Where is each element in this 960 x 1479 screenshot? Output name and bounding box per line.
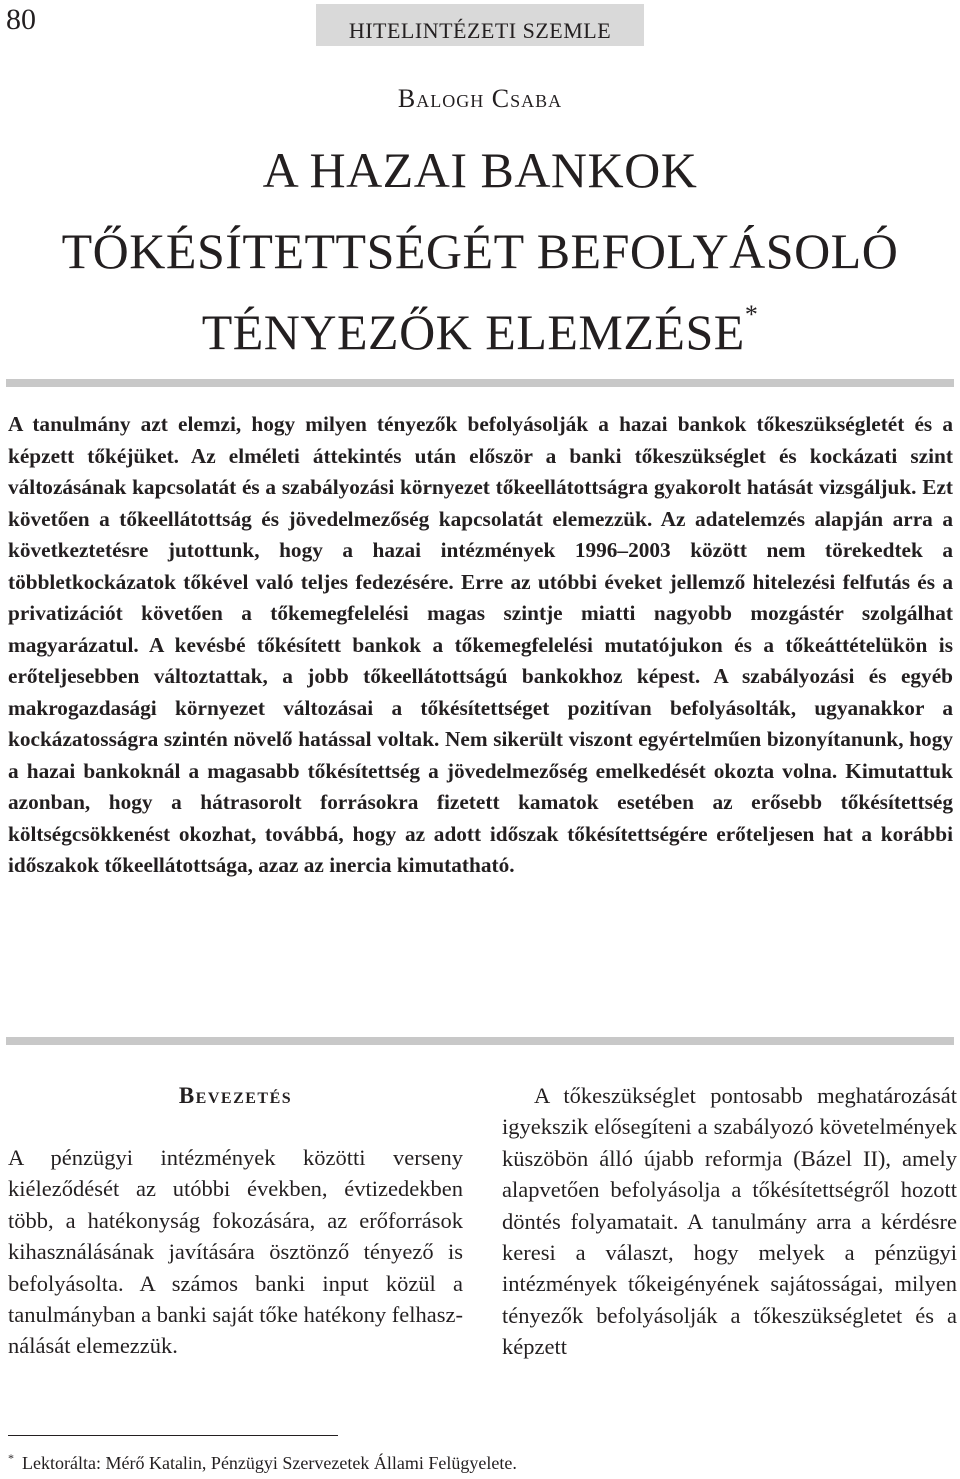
right-column xyxy=(502,1080,957,1363)
title-line xyxy=(0,292,960,373)
abstract-bottom-rule xyxy=(6,1037,954,1045)
title-line-text: TÉNYEZŐK ELEMZÉSE xyxy=(201,304,745,360)
title-footnote-mark: * xyxy=(744,300,759,329)
footnote-separator xyxy=(8,1435,338,1436)
page-number: 80 xyxy=(6,3,36,36)
footnote-text: Lektorálta: Mérő Katalin, Pénzügyi Szervezetek Állami Felügyelete. xyxy=(22,1453,517,1473)
author-name: Balogh Csaba xyxy=(397,84,563,113)
body-paragraph: A pénzügyi intézmények közötti verseny kiéleződését az utóbbi években, évtizedekben több, a hatékonyság fokozására, az erőforrások kihasználásának javítására ösztönző tényező is befolyásolta. A számos banki input közül a tanulmányban a banki saját tőke hatékony felhasználását elemezzük. xyxy=(8,1145,463,1359)
running-header xyxy=(316,4,644,46)
footnote-mark: * xyxy=(8,1451,14,1465)
abstract-top-rule xyxy=(6,379,954,387)
body-paragraph: A tőkeszükséglet pontosabb meghatározását igyekszik elősegíteni a szabályozó követelmények küszöbön álló újabb reformja (Bázel II), amely alapvetően befolyásolja a tőkésítettségről hozott döntés folyamatait. A tanulmány arra a kérdésre keresi a választ, hogy melyek a pénzügyi intézmények tőkeigényének sajátosságai, milyen tényezők befolyásolják a tőkeszükségletet és a képzett xyxy=(502,1083,957,1360)
journal-name: HITELINTÉZETI SZEMLE xyxy=(348,18,612,43)
article-title xyxy=(0,130,960,373)
left-column xyxy=(8,1080,463,1362)
title-line: TŐKÉSÍTETTSÉGÉT BEFOLYÁSOLÓ xyxy=(61,223,899,279)
title-line: A HAZAI BANKOK xyxy=(262,142,698,198)
section-heading: Bevezetés xyxy=(178,1083,293,1108)
footnote xyxy=(8,1446,517,1475)
abstract: A tanulmány azt elemzi, hogy milyen tényezők befolyásolják a hazai bankok tőkeszükségletét és a képzett tőkéjüket. Az elméleti áttekintés után először a banki tőkeszükséglet és kockázati szint változásának kapcsolatát és a szabályozási környezet tőkeellátottságra gyakorolt hatását vizsgáljuk. Ezt követően a tőkeellátottság és jövedelmezőség kapcsolatát elemezzük. Az adatelemzés alapján arra a következtetésre jutottunk, hogy a hazai intézmények 1996–2003 között nem törekedtek a többletkockázatok tőkével való teljes fedezésére. Erre az utóbbi éveket jellemző hitelezési felfutás és a privatizációt követően a tőkemegfelelési magas szintje miatti nagyobb mozgástér szolgálhat magyarázatul. A kevésbé tőkésített bankok a tőkemegfelelési mutatójukon és a tőkeáttételükön is erőteljesebben változtattak, a jobb tőkeellátottságú bankokhoz képest. A szabályozási és egyéb makrogazdasági környezet változásai a tőkésítettséget pozitívan befolyásolták, ugyanakkor a kockázatosságra szintén növelő hatással voltak. Nem sikerült viszont egyértelműen bizonyítanunk, hogy a hazai bankoknál a magasabb tőkésítettség a jövedelmezőség emelkedését okozta volna. Kimutattuk azonban, hogy a hátrasorolt forrásokra fizetett kamatok esetében az erősebb tőkésítettség költségcsökkenést okozhat, továbbá, hogy az adott időszak tőkésítettségére erőteljesen hat a korábbi időszakok tőkeellátottsága, azaz az inercia kimutatható. xyxy=(8,412,953,877)
